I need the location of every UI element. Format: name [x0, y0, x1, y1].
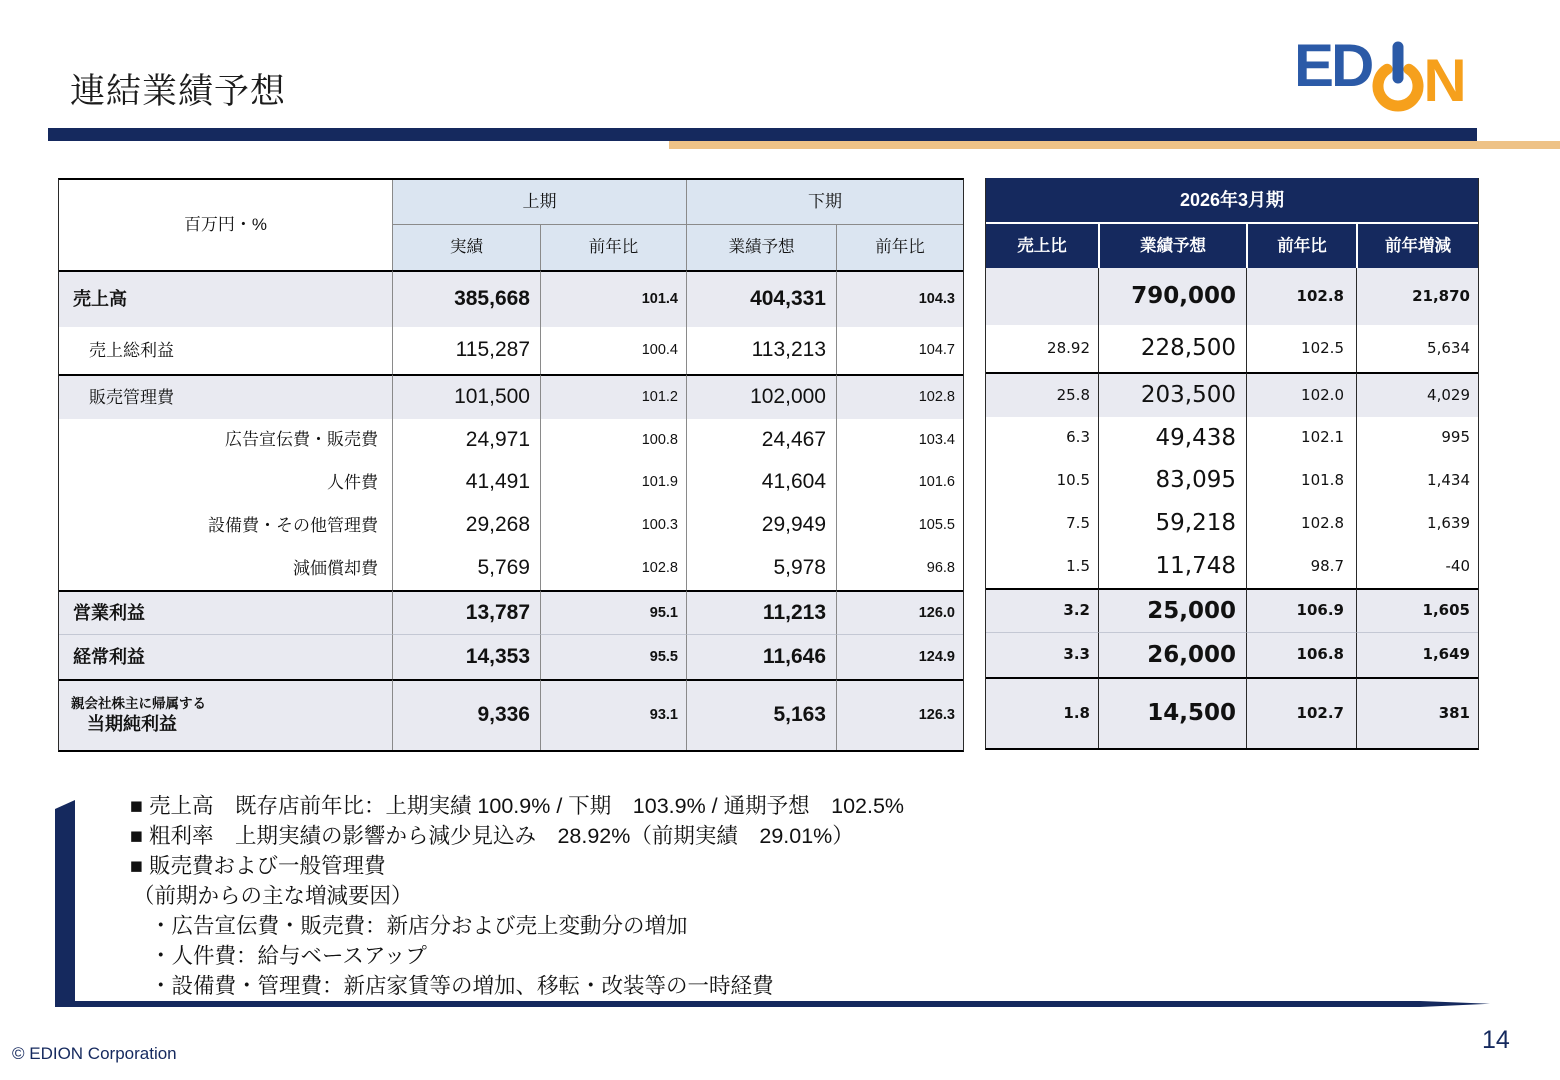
value-cell-h1_actual: 13,787 — [392, 590, 540, 634]
value-cell-h2_forecast: 5,163 — [686, 679, 836, 750]
value-cell-fy_forecast: 228,500 — [1098, 325, 1246, 372]
value-cell-fy_ratio: 10.5 — [1056, 470, 1090, 489]
note-line: ・広告宣伝費・販売費：新店分および売上変動分の増加 — [150, 914, 688, 938]
value-cell-h1_actual: 29,268 — [392, 504, 540, 547]
note-line: ■ 売上高 既存店前年比：上期実績 100.9% / 下期 103.9% / 通期予想 102.5% — [130, 794, 905, 818]
notes — [0, 791, 1400, 1001]
value-cell-h2_forecast: 5,978 — [686, 547, 836, 590]
value-cell-h2_yoy: 126.0 — [836, 590, 963, 634]
row-label: 売上高 — [59, 270, 392, 327]
value-cell-fy_ratio: 6.3 — [1066, 428, 1090, 447]
title-rule-navy — [48, 128, 1477, 141]
col-header-yoy-change: 前年増減 — [1356, 222, 1478, 268]
value-cell-h2_forecast: 113,213 — [686, 327, 836, 374]
value-cell-h1_actual: 5,769 — [392, 547, 540, 590]
value-cell-h1_yoy: 100.3 — [540, 504, 686, 547]
col-header-forecast: 業績予想 — [686, 224, 836, 270]
value-cell-h2_forecast: 102,000 — [686, 374, 836, 419]
note-line: ■ 販売費および一般管理費 — [130, 854, 386, 878]
note-line: ■ 粗利率 上期実績の影響から減少見込み 28.92%（前期実績 29.01%） — [130, 824, 854, 848]
col-header-actual: 実績 — [392, 224, 540, 270]
value-cell-fy_yoy: 106.9 — [1246, 588, 1356, 632]
value-cell-fy_forecast: 26,000 — [1098, 632, 1246, 677]
value-cell-fy_diff: 5,634 — [1356, 325, 1478, 372]
value-cell-fy_forecast: 203,500 — [1098, 372, 1246, 417]
value-cell-fy_ratio: 25.8 — [986, 372, 1098, 417]
value-cell-h2_forecast: 29,949 — [686, 504, 836, 547]
page-number: 14 — [1482, 1026, 1510, 1054]
row-label: 経常利益 — [59, 634, 392, 679]
value-cell-h1_yoy: 93.1 — [540, 679, 686, 750]
value-cell-fy_ratio: 1.5 — [1066, 556, 1090, 575]
value-cell-fy_diff: 21,870 — [1356, 268, 1478, 325]
copyright: © EDION Corporation — [12, 1044, 177, 1063]
value-cell-h1_actual: 41,491 — [392, 461, 540, 504]
value-cell-fy_ratio: 28.92 — [1047, 338, 1090, 357]
value-cell-fy_ratio: 3.2 — [986, 588, 1098, 632]
row-label: 広告宣伝費・販売費 — [225, 430, 378, 450]
value-cell-h2_forecast: 404,331 — [686, 270, 836, 327]
value-cell-fy_yoy: 106.8 — [1246, 632, 1356, 677]
note-line: ・人件費：給与ベースアップ — [150, 944, 427, 968]
power-icon — [1370, 40, 1426, 116]
row-label: 人件費 — [327, 472, 378, 492]
value-cell-fy_yoy: 98.7 — [1246, 545, 1356, 588]
value-cell-h2_yoy: 126.3 — [836, 679, 963, 750]
col-header-yoy: 前年比 — [1246, 222, 1356, 268]
note-line: ・設備費・管理費：新店家賃等の増加、移転・改装等の一時経費 — [150, 974, 774, 998]
note-line: （前期からの主な増減要因） — [133, 884, 413, 908]
value-cell-fy_yoy: 102.1 — [1246, 417, 1356, 459]
value-cell-h2_yoy: 124.9 — [836, 634, 963, 679]
edion-logo — [1294, 32, 1465, 116]
value-cell-h2_forecast: 41,604 — [686, 461, 836, 504]
row-label: 販売管理費 — [59, 374, 392, 419]
row-label: 減価償却費 — [293, 558, 378, 578]
unit-label: 百万円・% — [59, 180, 392, 270]
col-header-yoy: 前年比 — [540, 224, 686, 270]
value-cell-fy_diff: 1,649 — [1356, 632, 1478, 677]
value-cell-fy_ratio: 1.8 — [986, 677, 1098, 748]
value-cell-fy_ratio: 7.5 — [1066, 513, 1090, 532]
value-cell-h2_yoy: 101.6 — [836, 461, 963, 504]
value-cell-h1_yoy: 101.2 — [540, 374, 686, 419]
col-header-yoy: 前年比 — [836, 224, 963, 270]
value-cell-h1_yoy: 95.1 — [540, 590, 686, 634]
value-cell-h2_forecast: 11,213 — [686, 590, 836, 634]
value-cell-fy_diff: 1,434 — [1356, 459, 1478, 502]
value-cell-h1_actual: 115,287 — [392, 327, 540, 374]
value-cell-h2_yoy: 105.5 — [836, 504, 963, 547]
left-table — [58, 178, 964, 752]
value-cell-h2_forecast: 11,646 — [686, 634, 836, 679]
value-cell-h1_yoy: 101.9 — [540, 461, 686, 504]
page-title: 連結業績予想 — [70, 72, 287, 111]
value-cell-fy_forecast: 790,000 — [1098, 268, 1246, 325]
value-cell-fy_yoy: 101.8 — [1246, 459, 1356, 502]
value-cell-h2_yoy: 104.3 — [836, 270, 963, 327]
value-cell-fy_forecast: 11,748 — [1098, 545, 1246, 588]
value-cell-h1_yoy: 101.4 — [540, 270, 686, 327]
value-cell-h1_yoy: 100.8 — [540, 419, 686, 461]
col-group-second-half: 下期 — [686, 180, 963, 224]
value-cell-h1_yoy: 95.5 — [540, 634, 686, 679]
value-cell-h2_yoy: 104.7 — [836, 327, 963, 374]
value-cell-fy_forecast: 49,438 — [1098, 417, 1246, 459]
col-header-sales-ratio: 売上比 — [986, 222, 1098, 268]
value-cell-fy_yoy: 102.5 — [1246, 325, 1356, 372]
value-cell-h1_yoy: 102.8 — [540, 547, 686, 590]
value-cell-fy_diff: 1,639 — [1356, 502, 1478, 545]
right-table — [985, 178, 1479, 750]
logo-text-ed: ED — [1294, 32, 1372, 99]
value-cell-fy_yoy: 102.0 — [1246, 372, 1356, 417]
value-cell-h1_actual: 14,353 — [392, 634, 540, 679]
value-cell-h1_actual: 9,336 — [392, 679, 540, 750]
value-cell-fy_forecast: 25,000 — [1098, 588, 1246, 632]
value-cell-fy_diff: 995 — [1356, 417, 1478, 459]
value-cell-h1_actual: 101,500 — [392, 374, 540, 419]
value-cell-fy_forecast: 14,500 — [1098, 677, 1246, 748]
value-cell-fy_forecast: 83,095 — [1098, 459, 1246, 502]
value-cell-fy_diff: 1,605 — [1356, 588, 1478, 632]
value-cell-fy_diff: 381 — [1356, 677, 1478, 748]
value-cell-fy_forecast: 59,218 — [1098, 502, 1246, 545]
value-cell-fy_ratio: 3.3 — [986, 632, 1098, 677]
value-cell-h2_yoy: 96.8 — [836, 547, 963, 590]
row-label: 営業利益 — [59, 590, 392, 634]
value-cell-fy_diff: 4,029 — [1356, 372, 1478, 417]
col-header-forecast: 業績予想 — [1098, 222, 1246, 268]
bottom-rule — [75, 1001, 1490, 1007]
col-group-first-half: 上期 — [392, 180, 686, 224]
value-cell-h2_forecast: 24,467 — [686, 419, 836, 461]
value-cell-fy_yoy: 102.8 — [1246, 268, 1356, 325]
col-group-fy2026: 2026年3月期 — [986, 178, 1478, 222]
value-cell-h1_actual: 385,668 — [392, 270, 540, 327]
title-rule-orange — [669, 141, 1560, 149]
value-cell-h2_yoy: 103.4 — [836, 419, 963, 461]
logo-text-n: N — [1423, 47, 1465, 114]
value-cell-h2_yoy: 102.8 — [836, 374, 963, 419]
row-label: 売上総利益 — [89, 340, 174, 360]
value-cell-h1_yoy: 100.4 — [540, 327, 686, 374]
value-cell-fy_diff: -40 — [1356, 545, 1478, 588]
value-cell-fy_yoy: 102.8 — [1246, 502, 1356, 545]
value-cell-h1_actual: 24,971 — [392, 419, 540, 461]
value-cell-fy_yoy: 102.7 — [1246, 677, 1356, 748]
row-label: 親会社株主に帰属する 当期純利益 — [59, 679, 392, 750]
row-label: 設備費・その他管理費 — [208, 515, 378, 535]
value-cell-fy_ratio — [986, 268, 1098, 325]
